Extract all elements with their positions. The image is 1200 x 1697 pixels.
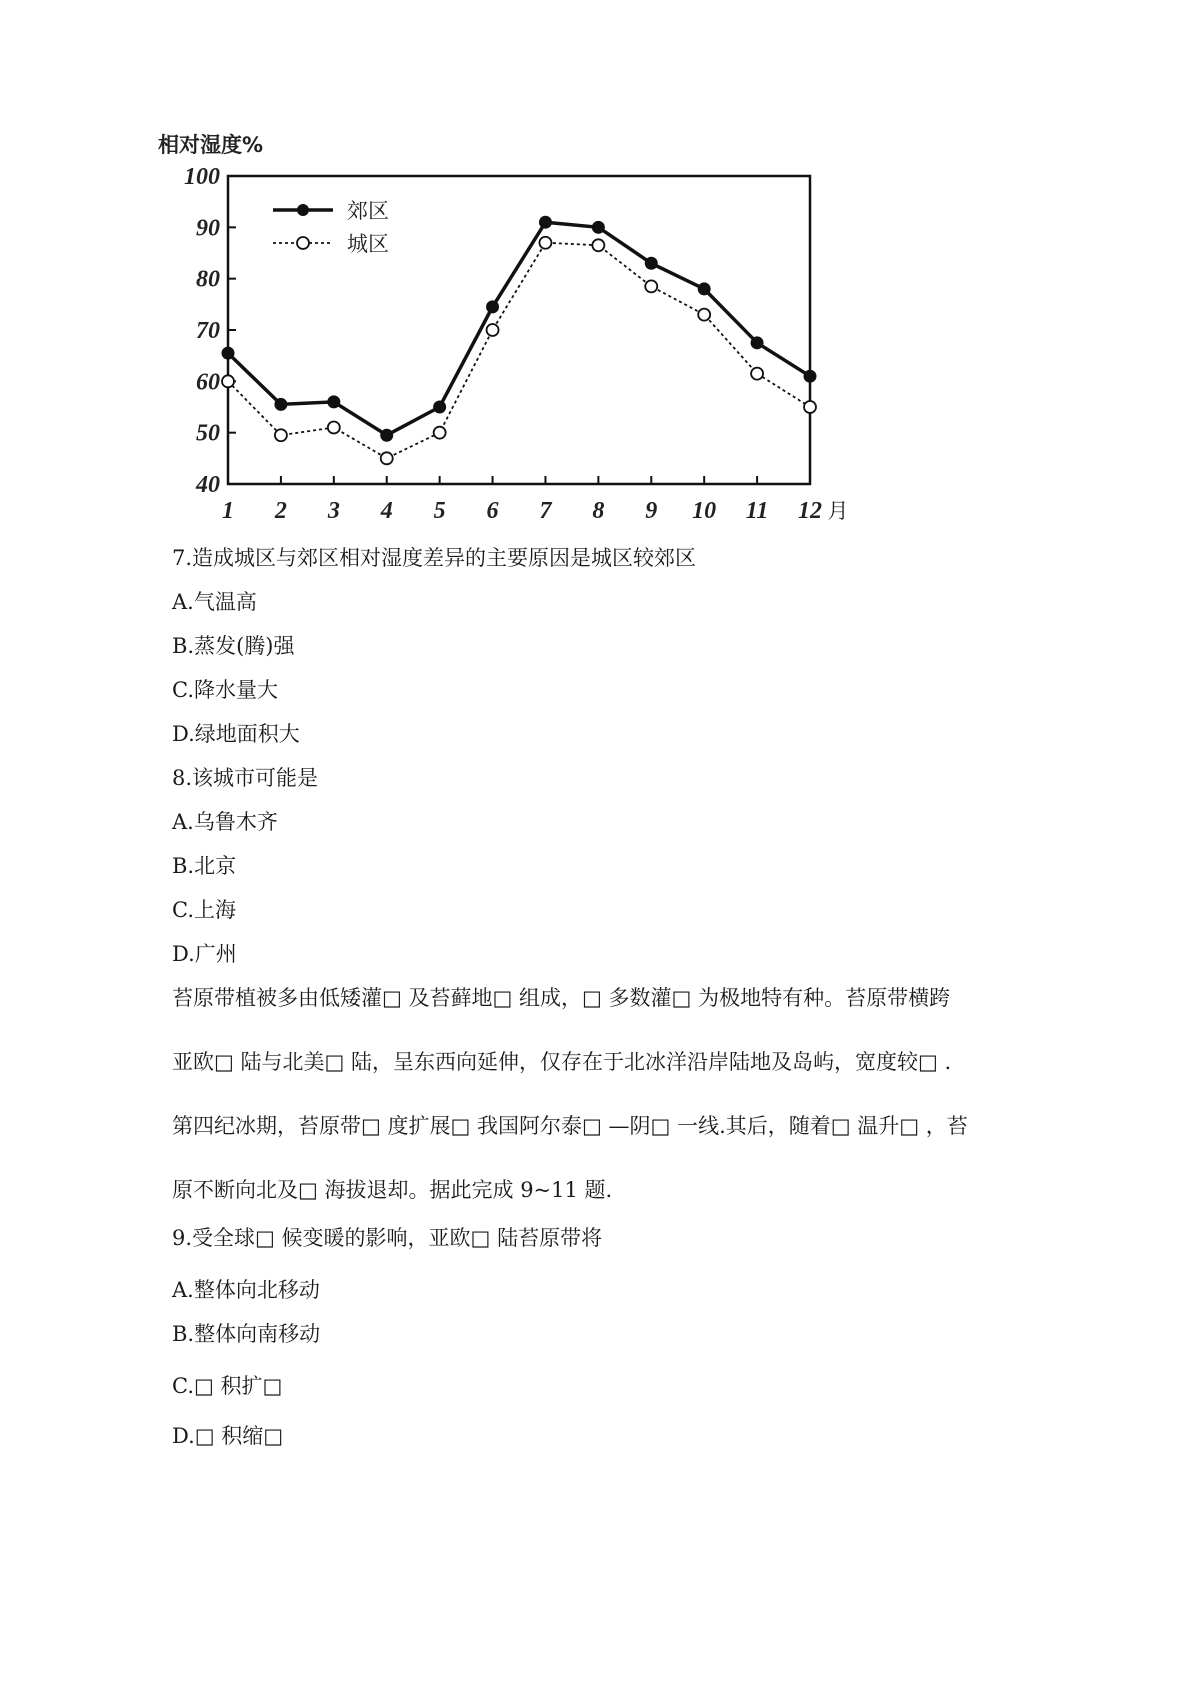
series-layer	[222, 216, 816, 464]
data-point-suburb	[645, 257, 657, 269]
legend	[273, 199, 389, 256]
passage-line-3: 第四纪冰期，苔原带□ 度扩展□ 我国阿尔泰□ —阴□ 一线.其后，随着□ 温升□ ，苔	[172, 1114, 968, 1138]
series-line-suburb	[228, 222, 810, 435]
question-7-option-c: C.降水量大	[172, 678, 278, 702]
y-tick-label: 90	[196, 215, 220, 242]
data-point-suburb	[381, 429, 393, 441]
data-point-suburb	[275, 398, 287, 410]
x-tick-label: 7	[539, 498, 552, 524]
x-tick-label: 9	[645, 498, 658, 524]
data-point-suburb	[804, 370, 816, 382]
x-tick-label: 1	[222, 498, 234, 524]
y-tick-label: 100	[184, 164, 220, 190]
question-7-stem: 7.造成城区与郊区相对湿度差异的主要原因是城区较郊区	[172, 546, 697, 570]
data-point-suburb	[434, 401, 446, 413]
data-point-suburb	[487, 301, 499, 313]
question-8-option-d: D.广州	[172, 942, 237, 966]
data-point-city	[222, 375, 234, 387]
y-tick-label: 50	[196, 420, 220, 447]
plot-frame	[228, 176, 810, 484]
data-point-city	[698, 309, 710, 321]
data-point-city	[487, 324, 499, 336]
question-9-stem: 9.受全球□ 候变暖的影响，亚欧□ 陆苔原带将	[172, 1226, 603, 1250]
question-9-option-b: B.整体向南移动	[172, 1322, 321, 1346]
passage-line-4: 原不断向北及□ 海拔退却。据此完成 9~11 题.	[172, 1178, 613, 1202]
question-9-option-c: C.□ 积扩□	[172, 1374, 283, 1398]
data-point-city	[275, 429, 287, 441]
x-tick-label: 11	[745, 498, 769, 524]
passage-line-1: 苔原带植被多由低矮灌□ 及苔藓地□ 组成，□ 多数灌□ 为极地特有种。苔原带横跨	[172, 986, 951, 1010]
x-axis-unit: 月	[827, 499, 849, 523]
data-point-suburb	[751, 337, 763, 349]
question-9-option-d: D.□ 积缩□	[172, 1424, 284, 1448]
y-tick-label: 60	[196, 369, 220, 396]
legend-marker-city	[297, 237, 309, 249]
data-point-city	[804, 401, 816, 413]
question-8-option-b: B.北京	[172, 854, 237, 878]
x-tick-label: 6	[486, 498, 499, 524]
y-tick-label: 80	[196, 266, 220, 293]
question-8-option-a: A.乌鲁木齐	[172, 810, 278, 834]
data-point-suburb	[592, 221, 604, 233]
question-7-option-b: B.蒸发(腾)强	[172, 634, 295, 658]
data-point-city	[539, 237, 551, 249]
x-tick-label: 10	[692, 498, 717, 524]
x-tick-label: 3	[327, 498, 340, 524]
legend-label-suburb: 郊区	[347, 199, 389, 223]
series-line-city	[228, 243, 810, 459]
passage-line-2: 亚欧□ 陆与北美□ 陆，呈东西向延伸，仅存在于北冰洋沿岸陆地及岛屿，宽度较□ .	[172, 1050, 952, 1074]
data-point-city	[645, 280, 657, 292]
x-tick-label: 8	[592, 498, 605, 524]
data-point-city	[751, 368, 763, 380]
data-point-suburb	[222, 347, 234, 359]
question-7-option-a: A.气温高	[172, 590, 257, 614]
x-tick-label: 5	[433, 498, 446, 524]
legend-label-city: 城区	[347, 232, 389, 256]
data-point-city	[434, 427, 446, 439]
data-point-suburb	[539, 216, 551, 228]
question-8-stem: 8.该城市可能是	[172, 766, 319, 790]
data-point-suburb	[328, 396, 340, 408]
question-8-option-c: C.上海	[172, 898, 236, 922]
y-tick-label: 70	[196, 318, 220, 344]
question-7-option-d: D.绿地面积大	[172, 722, 300, 746]
x-tick-label: 2	[274, 498, 287, 524]
question-9-option-a: A.整体向北移动	[172, 1278, 320, 1302]
humidity-line-chart	[150, 130, 870, 530]
x-tick-label: 12	[798, 498, 822, 524]
y-tick-label: 40	[196, 472, 220, 498]
data-point-city	[381, 452, 393, 464]
y-axis-title: 相对湿度%	[158, 133, 264, 157]
data-point-suburb	[698, 283, 710, 295]
data-point-city	[328, 422, 340, 434]
legend-marker-suburb	[297, 204, 309, 216]
x-tick-label: 4	[380, 498, 393, 524]
data-point-city	[592, 239, 604, 251]
